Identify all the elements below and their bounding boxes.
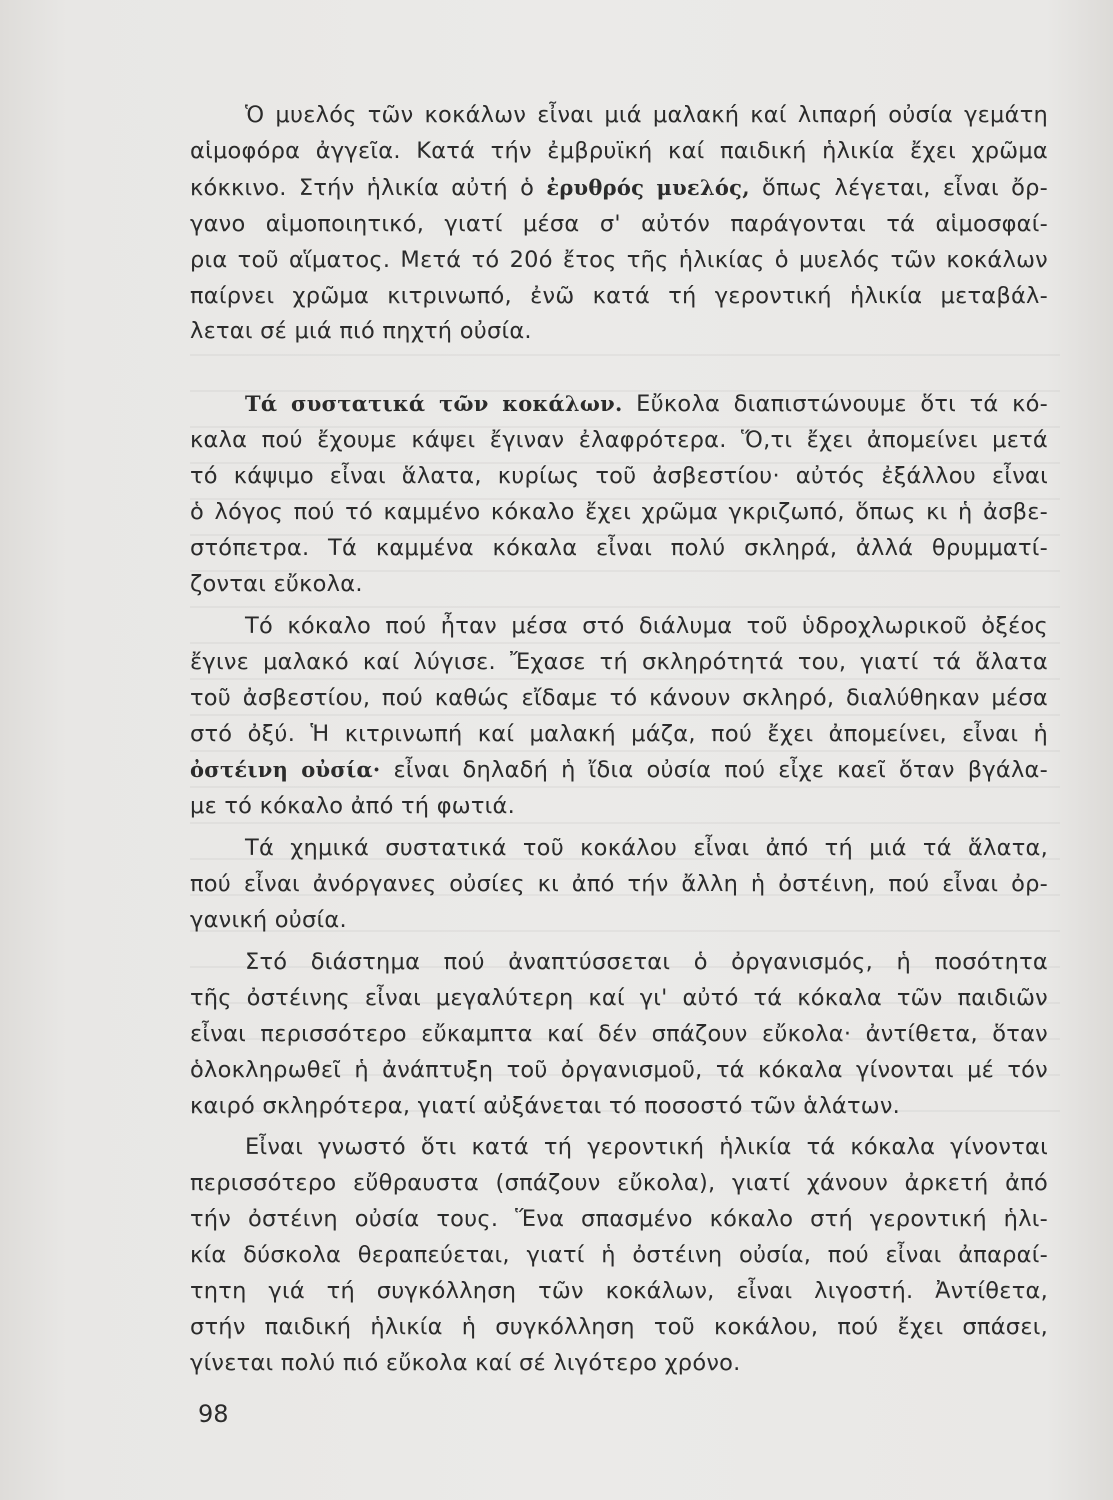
paragraph-chemical-components [190,831,1048,939]
text-line: ὀστέινη οὐσία· εἶναι δηλαδή ἡ ἴδια οὐσία πού εἶχε καεῖ ὅταν βγάλα- [190,757,1048,784]
text-line: γανική οὐσία. [190,907,347,934]
text-line: καλα πού ἔχουμε κάψει ἔγιναν ἐλαφρότερα. Ὅ,τι ἔχει ἀπομείνει μετά [190,427,1048,454]
text-line: περισσότερο εὔθραυστα (σπάζουν εὔκολα), γιατί χάνουν ἀρκετή ἀπό [190,1170,1048,1197]
text-line: γίνεται πολύ πιό εὔκολα καί σέ λιγότερο χρόνο. [190,1349,741,1376]
text-line: κόκκινο. Στήν ἡλικία αὐτή ὁ ἐρυθρός μυελός, ὅπως λέγεται, εἶναι ὄρ- [190,174,1048,201]
text-line: τήν ὀστέινη οὐσία τους. Ἕνα σπασμένο κόκαλο στή γεροντική ἡλι- [190,1206,1048,1233]
text-line: εἶναι περισσότερο εὔκαμπτα καί δέν σπάζουν εὔκολα· ἀντίθετα, ὅταν [190,1020,1048,1047]
text-line: κία δύσκολα θεραπεύεται, γιατί ἡ ὀστέινη οὐσία, πού εἶναι ἀπαραί- [190,1242,1048,1269]
paragraph-gap [190,350,1048,386]
text-line: τῆς ὀστέινης εἶναι μεγαλύτερη καί γι' αὐτό τά κόκαλα τῶν παιδιῶν [190,984,1048,1011]
text-line: ρια τοῦ αἵματος. Μετά τό 20ό ἔτος τῆς ἡλικίας ὁ μυελός τῶν κοκάλων [190,246,1048,273]
text-line: ἔγινε μαλακό καί λύγισε. Ἔχασε τή σκληρότητά του, γιατί τά ἅλατα [190,648,1048,675]
text-line: Ὁ μυελός τῶν κοκάλων εἶναι μιά μαλακή καί λιπαρή οὐσία γεμάτη [245,102,1048,128]
paragraph-growth [190,945,1048,1125]
paragraph-bone-marrow [190,98,1048,350]
text-line: στήν παιδική ἡλικία ἡ συγκόλληση τοῦ κοκάλου, πού ἔχει σπάσει, [190,1314,1048,1340]
text-line: ὁλοκληρωθεῖ ἡ ἀνάπτυξη τοῦ ὀργανισμοῦ, τά κόκαλα γίνονται μέ τόν [190,1056,1048,1083]
text-line: Στό διάστημα πού ἀναπτύσσεται ὁ ὀργανισμός, ἡ ποσότητα [245,948,1048,975]
text-line: ζονται εὔκολα. [190,570,363,597]
text-line: Τά συστατικά τῶν κοκάλων. Εὔκολα διαπιστώνουμε ὅτι τά κό- [245,391,1048,418]
paragraph-old-age [190,1130,1048,1381]
text-line: Εἶναι γνωστό ὅτι κατά τή γεροντική ἡλικία τά κόκαλα γίνονται [245,1134,1048,1161]
text-line: τητη γιά τή συγκόλληση τῶν κοκάλων, εἶναι λιγοστή. Ἀντίθετα, [190,1278,1048,1305]
text-line: Τό κόκαλο πού ἦταν μέσα στό διάλυμα τοῦ ὑδροχλωρικοῦ ὀξέος [245,612,1048,639]
paragraph-bone-components [190,386,1048,602]
text-line: αἱμοφόρα ἀγγεῖα. Κατά τήν ἐμβρυϊκή καί παιδική ἡλικία ἔχει χρῶμα [190,137,1048,164]
text-line: καιρό σκληρότερα, γιατί αὐξάνεται τό ποσοστό τῶν ἁλάτων. [190,1092,901,1119]
body-text [190,98,1048,1382]
paragraph-acid-experiment [190,609,1048,825]
bold-term: ὀστέινη οὐσία· [190,757,381,783]
text-line: γανο αἱμοποιητικό, γιατί μέσα σ' αὐτόν παράγονται τά αἱμοσφαί- [190,210,1048,237]
page-number: 98 [198,1400,229,1428]
text-line: ὁ λόγος πού τό καμμένο κόκαλο ἔχει χρῶμα γκριζωπό, ὅπως κι ἡ ἀσβε- [190,499,1048,526]
bold-term: ἐρυθρός μυελός, [546,174,750,200]
text-line: τό κάψιμο εἶναι ἅλατα, κυρίως τοῦ ἀσβεστίου· αὐτός ἐξάλλου εἶναι [190,463,1048,490]
text-line: τοῦ ἀσβεστίου, πού καθώς εἴδαμε τό κάνουν σκληρό, διαλύθηκαν μέσα [190,684,1048,711]
section-heading: Τά συστατικά τῶν κοκάλων. [245,391,623,417]
text-line: πού εἶναι ἀνόργανες οὐσίες κι ἀπό τήν ἄλλη ἡ ὀστέινη, πού εἶναι ὀρ- [190,871,1048,898]
text-line: με τό κόκαλο ἀπό τή φωτιά. [190,793,516,820]
text-line: στό ὀξύ. Ἡ κιτρινωπή καί μαλακή μάζα, πού ἔχει ἀπομείνει, εἶναι ἡ [190,720,1048,747]
text-line: στόπετρα. Τά καμμένα κόκαλα εἶναι πολύ σκληρά, ἀλλά θρυμματί- [190,534,1048,561]
text-line: Τά χημικά συστατικά τοῦ κοκάλου εἶναι ἀπό τή μιά τά ἅλατα, [245,835,1048,862]
text-line: λεται σέ μιά πιό πηχτή οὐσία. [190,318,532,345]
text-line: παίρνει χρῶμα κιτρινωπό, ἐνῶ κατά τή γεροντική ἡλικία μεταβάλ- [190,282,1048,309]
